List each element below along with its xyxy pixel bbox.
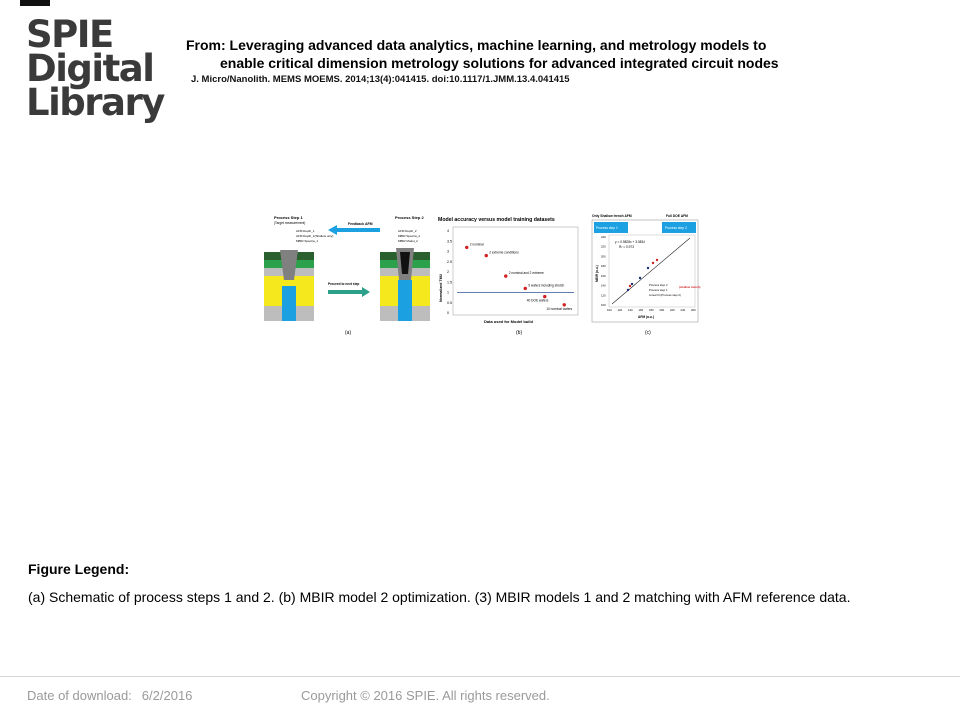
chart-c-ytick-2: 200 [601,254,606,259]
chart-c-xtick-1: 120 [617,308,623,312]
chart-c-xlabel: AFM (a.u.) [638,315,654,319]
chart-c-xtick-3: 160 [638,308,644,312]
right-item-1: AFM Depth_2 [398,229,417,233]
header-right: Full DOE AFM [666,214,688,218]
chart-b-xlabel: Data used for Model build [484,319,533,324]
label-b: (b) [516,330,523,336]
chart-b-points [465,242,572,310]
left-item-1: AFM Depth_1 [296,229,315,233]
logo-line-3: Library [26,81,164,124]
label-c: (c) [645,330,651,336]
logo-line-2: Digital [26,47,154,90]
step1-sub: (Target measurement) [274,221,306,225]
box-step1-label: Process step 1 [596,226,618,230]
chart-c-frame [592,220,698,322]
chart-c-ytick-6: 120 [601,293,606,298]
figure-legend-heading: Figure Legend: [28,561,130,577]
chart-b-annotation-4: 40 DOE wafers [526,298,549,303]
chart-b-point-0 [465,246,468,249]
chart-b-ytick-3: 2.5 [447,259,452,264]
chart-c-ytick-4: 160 [601,273,606,278]
date-label: Date of download: [27,688,132,703]
chart-c-ytick-7: 100 [601,303,606,307]
chart-c-equation: y = 0.9828x + 3.0834 [615,240,645,244]
chart-b-title: Model accuracy versus model training datasets [438,217,555,223]
logo-line-1: SPIE [26,13,113,56]
chart-b-ytick-7: 0.5 [447,300,452,305]
step2-title: Process Step 2 [395,215,424,220]
chart-c-xticks [607,308,696,312]
chart-c-legend-2: Process step 1 [649,288,668,292]
chart-c-xtick-4: 180 [649,308,654,312]
panel-a [264,215,430,336]
header-left: Only Shallow trench AFM [592,214,632,218]
proceed-label: Proceed to next step [328,282,360,286]
box-step2-label: Process step 2 [665,226,687,230]
feedback-label: Feedback AFM [348,222,373,226]
chart-b-annotation-1: 2 extreme conditions [489,250,519,255]
copyright: Copyright © 2016 SPIE. All rights reserved. [301,688,550,703]
right-item-2: MBIR Spectra_2 [398,234,421,238]
chart-b-ytick-8: 0 [447,311,449,316]
left-item-2: AFM Depth_1(Shallow only) [296,234,334,238]
figure-legend-text: (a) Schematic of process steps 1 and 2. (b) MBIR model 2 optimization. (3) MBIR models 1 and 2 matching with AFM reference data. [28,589,851,605]
article-title [186,36,886,72]
chart-c-xtick-7: 240 [680,308,686,312]
figure-svg [262,212,701,340]
chart-c-xtick-0: 100 [607,308,612,312]
chart-b-ytick-1: 3.5 [447,239,452,244]
footer-divider [0,676,960,677]
chart-b-annotation-5: 10 nominal wafers [546,306,573,311]
feedback-arrow [328,225,380,235]
panel-c [592,214,701,336]
label-a: (a) [345,330,352,336]
chart-c-xtick-6: 220 [670,308,675,312]
chart-b-yticks [447,229,452,315]
title-line-2: enable critical dimension metrology solutions for advanced integrated circuit nodes [220,55,779,71]
chart-b-annotation-3: 5 wafers including stretch [528,283,565,288]
chart-b-ytick-4: 2 [447,270,449,275]
figure [262,212,701,340]
chart-c-legend-1: Process step 2 [649,283,668,287]
chart-b-point-3 [524,287,527,290]
proceed-arrow [328,287,370,297]
panel-b [438,217,578,336]
chart-b-point-1 [485,254,488,257]
top-bar-mark [20,0,50,6]
citation: J. Micro/Nanolith. MEMS MOEMS. 2014;13(4):041415. doi:10.1117/1.JMM.13.4.041415 [191,74,570,85]
chart-c-ytick-3: 180 [601,264,606,269]
chart-c-xtick-8: 260 [691,308,696,312]
chart-b-point-2 [504,274,507,277]
title-line-1: From: Leveraging advanced data analytics, machine learning, and metrology models to [186,37,767,53]
spie-logo[interactable] [26,13,164,124]
chart-b-ytick-5: 1.5 [447,280,452,285]
chart-c-ytick-1: 220 [601,244,606,249]
chart-c-note: (shallow trench) [679,285,701,289]
chart-c-ylabel: MBIR (a.u.) [595,265,599,282]
chart-c-ytick-5: 140 [601,283,606,288]
chart-b-ytick-2: 3 [447,249,449,254]
chart-b-annotation-0: 2 nominal [469,242,484,247]
chart-c-r2: R² = 0.973 [619,245,634,249]
chart-c-legend-3: Linear fit (Process step 2) [649,293,681,297]
right-item-3: MBIR Model_2 [398,239,418,243]
chart-c-xtick-5: 200 [659,308,665,312]
chart-c-xtick-2: 140 [628,308,633,312]
chart-b-ytick-0: 4 [447,229,449,234]
download-date [27,688,192,703]
chart-c-ytick-0: 240 [601,235,606,239]
left-item-3: MBIR Spectra_1 [296,239,319,243]
step1-title: Process Step 1 [274,215,303,220]
date-value: 6/2/2016 [141,688,193,703]
chart-b-ytick-6: 1 [447,290,449,295]
chart-b-annotation-2: 2 nominal and 2 extreme [508,271,544,276]
chart-b-ylabel: Normalized TMU [439,273,443,302]
